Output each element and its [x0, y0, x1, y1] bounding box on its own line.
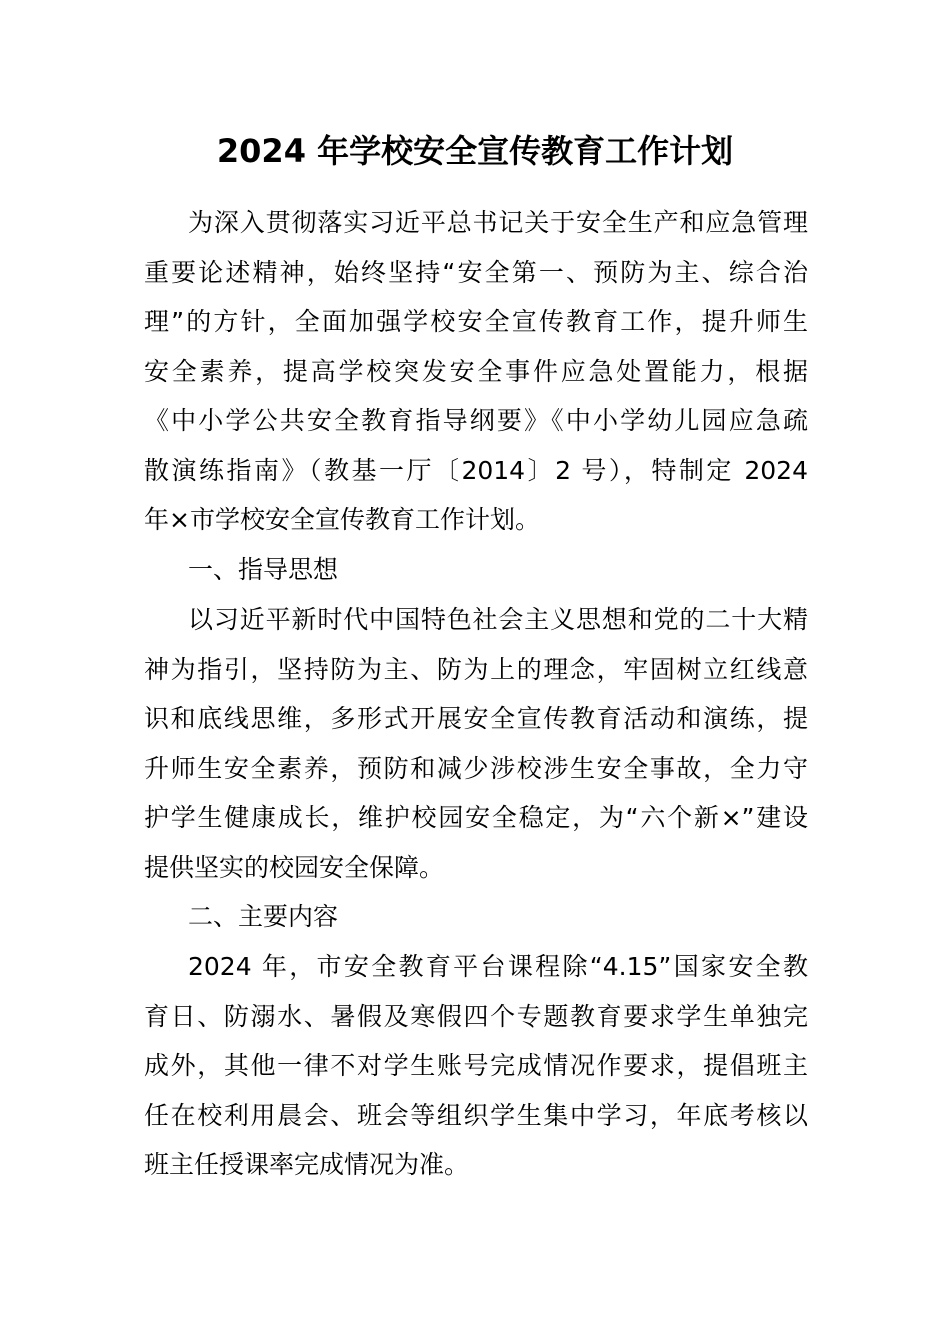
- text-line: 2024 年，市安全教育平台课程除“4.15”国家安全教: [188, 952, 808, 981]
- text-line: 护学生健康成长，维护校园安全稳定，为“六个新×”建设: [144, 803, 808, 832]
- text-line: 任在校利用晨会、班会等组织学生集中学习，年底考核以: [144, 1100, 808, 1130]
- text-line: 成外，其他一律不对学生账号完成情况作要求，提倡班主: [144, 1051, 808, 1080]
- text-line: 识和底线思维，多形式开展安全宣传教育活动和演练，提: [144, 704, 808, 733]
- text-line: 理”的方针，全面加强学校安全宣传教育工作，提升师生: [144, 307, 808, 336]
- section-heading-guiding-ideology: 一、指导思想: [188, 555, 339, 584]
- paragraph-intro: [144, 198, 808, 545]
- text-line: 重要论述精神，始终坚持“安全第一、预防为主、综合治: [144, 257, 808, 287]
- text-line: 年×市学校安全宣传教育工作计划。: [144, 505, 540, 534]
- text-line: 升师生安全素养，预防和减少涉校涉生安全事故，全力守: [144, 753, 808, 783]
- text-line: 散演练指南》（教基一厅〔2014〕2 号），特制定 2024: [144, 455, 808, 485]
- text-line: 为深入贯彻落实习近平总书记关于安全生产和应急管理: [188, 208, 808, 237]
- document-title: 2024 年学校安全宣传教育工作计划: [216, 132, 734, 170]
- paragraph-main-content: [144, 942, 808, 1190]
- section-heading-main-content: 二、主要内容: [188, 902, 339, 931]
- text-line: 班主任授课率完成情况为准。: [144, 1150, 470, 1179]
- text-line: 以习近平新时代中国特色社会主义思想和党的二十大精: [188, 605, 808, 634]
- text-line: 提供坚实的校园安全保障。: [144, 852, 445, 882]
- text-line: 育日、防溺水、暑假及寒假四个专题教育要求学生单独完: [144, 1001, 808, 1031]
- text-line: 神为指引，坚持防为主、防为上的理念，牢固树立红线意: [144, 654, 808, 684]
- paragraph-guiding-ideology: [144, 595, 808, 892]
- text-line: 安全素养，提高学校突发安全事件应急处置能力，根据: [144, 356, 808, 386]
- text-line: 《中小学公共安全教育指导纲要》《中小学幼儿园应急疏: [144, 406, 808, 435]
